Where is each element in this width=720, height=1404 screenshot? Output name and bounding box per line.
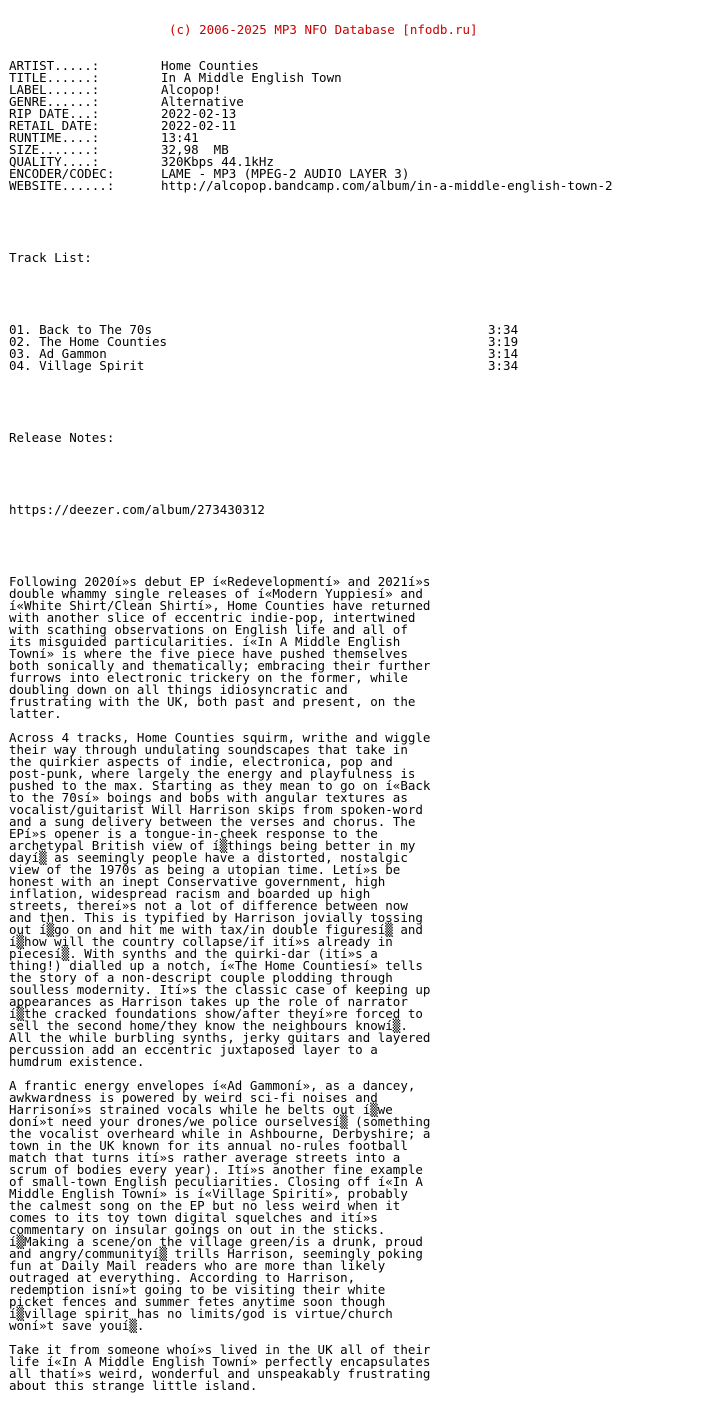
- paragraph-line: of small-town English peculiarities. Closing off í«In A: [9, 1174, 423, 1189]
- paragraph-line: comes to its toy town digital squelches and ití»s: [9, 1210, 378, 1225]
- paragraph-line: Take it from someone whoí»s lived in the UK all of their: [9, 1342, 431, 1357]
- info-field-value: 320Kbps 44.1kHz: [161, 154, 274, 169]
- info-field-key: ARTIST.....:: [9, 58, 100, 73]
- info-field-key: LABEL......:: [9, 82, 100, 97]
- track-duration: 3:34: [488, 322, 519, 337]
- paragraph-line: Harrisoní»s strained vocals while he belts out í▒we: [9, 1102, 393, 1117]
- info-field-key: TITLE......:: [9, 70, 100, 85]
- blank-line: [9, 216, 714, 228]
- release-notes-paragraph: [9, 732, 714, 1068]
- track-row: [9, 336, 714, 348]
- paragraph-line: í▒Making a scene/on the village green/is a drunk, proud: [9, 1234, 423, 1249]
- paragraph-line: í▒village spirit has no limits/god is virtue/church: [9, 1306, 393, 1321]
- paragraph-line: appearances as Harrison takes up the role of narrator: [9, 994, 408, 1009]
- paragraph-line: commentary on insular goings on out in the sticks.: [9, 1222, 386, 1237]
- paragraph-line: awkwardness is powered by weird sci-fi noises and: [9, 1090, 378, 1105]
- paragraph-line: latter.: [9, 706, 62, 721]
- info-field-row: [9, 96, 714, 108]
- release-notes-paragraph: [9, 1080, 714, 1332]
- paragraph-line: and a sung delivery between the verses and chorus. The: [9, 814, 416, 829]
- paragraph-line: pushed to the max. Starting as they mean to go on í«Back: [9, 778, 431, 793]
- info-field-value: Alcopop!: [161, 82, 222, 97]
- paragraph-line: inflation, widespread racism and boarded up high: [9, 886, 371, 901]
- nfo-banner: [9, 24, 714, 36]
- track-title: 01. Back to The 70s: [9, 322, 152, 337]
- blank-line: [9, 1332, 714, 1344]
- info-field-key: WEBSITE......:: [9, 178, 115, 193]
- info-field-value: LAME - MP3 (MPEG-2 AUDIO LAYER 3): [161, 166, 410, 181]
- blank-line: [9, 468, 714, 480]
- paragraph-line: dayí▒ as seemingly people have a distorted, nostalgic: [9, 850, 408, 865]
- paragraph-line: thing!) dialled up a notch, í«The Home Countiesí» tells: [9, 958, 423, 973]
- paragraph-line: their way through undulating soundscapes that take in: [9, 742, 408, 757]
- info-field-key: QUALITY....:: [9, 154, 100, 169]
- paragraph-line: the calmest song on the EP but no less weird when it: [9, 1198, 401, 1213]
- paragraph-line: sell the second home/they know the neighbours knowí▒.: [9, 1018, 408, 1033]
- paragraph-line: double whammy single releases of í«Modern Yuppiesí» and: [9, 586, 423, 601]
- info-field-key: RIP DATE...:: [9, 106, 100, 121]
- paragraph-line: to the 70sí» boings and bobs with angular textures as: [9, 790, 408, 805]
- paragraph-line: woní»t save youí▒.: [9, 1318, 145, 1333]
- info-field-value: Alternative: [161, 94, 244, 109]
- paragraph-line: doní»t need your drones/we police ourselvesí▒ (something: [9, 1114, 431, 1129]
- info-field-row: [9, 180, 714, 192]
- paragraph-line: streets, thereí»s not a lot of difference between now: [9, 898, 408, 913]
- info-field-key: SIZE.......:: [9, 142, 100, 157]
- info-field-value: In A Middle English Town: [161, 70, 342, 85]
- paragraph-line: the story of a non-descript couple plodding through: [9, 970, 393, 985]
- paragraph-line: all thatí»s weird, wonderful and unspeakably frustrating: [9, 1366, 431, 1381]
- track-title: 03. Ad Gammon: [9, 346, 107, 361]
- info-field-row: [9, 84, 714, 96]
- paragraph-line: Across 4 tracks, Home Counties squirm, writhe and wiggle: [9, 730, 431, 745]
- info-field-row: [9, 108, 714, 120]
- paragraph-line: outraged at everything. According to Harrison,: [9, 1270, 356, 1285]
- info-field-row: [9, 132, 714, 144]
- info-field-key: ENCODER/CODEC:: [9, 166, 115, 181]
- paragraph-line: its misguided particularities. í«In A Middle English: [9, 634, 401, 649]
- paragraph-line: percussion add an eccentric juxtaposed layer to a: [9, 1042, 378, 1057]
- paragraph-line: archetypal British view of í▒things being better in my: [9, 838, 416, 853]
- blank-line: [9, 288, 714, 300]
- info-field-value: Home Counties: [161, 58, 259, 73]
- banner-link[interactable]: (c) 2006-2025 MP3 NFO Database [nfodb.ru]: [169, 22, 478, 37]
- paragraph-line: fun at Daily Mail readers who are more than likely: [9, 1258, 386, 1273]
- info-field-row: [9, 120, 714, 132]
- paragraph-line: about this strange little island.: [9, 1378, 258, 1393]
- paragraph-line: Middle English Towní» is í«Village Spirití», probably: [9, 1186, 408, 1201]
- track-duration: 3:14: [488, 346, 519, 361]
- paragraph-line: í▒the cracked foundations show/after theyí»re forced to: [9, 1006, 423, 1021]
- track-list-heading: Track List:: [9, 250, 92, 265]
- paragraph-line: EPí»s opener is a tongue-in-cheek response to the: [9, 826, 378, 841]
- info-fields: [9, 60, 714, 192]
- paragraph-line: with scathing observations on English life and all of: [9, 622, 408, 637]
- info-field-value: 2022-02-13: [161, 106, 237, 121]
- release-notes-body: [9, 576, 714, 1392]
- paragraph-line: with another slice of eccentric indie-pop, intertwined: [9, 610, 416, 625]
- info-field-key: RETAIL DATE:: [9, 118, 100, 133]
- blank-line: [9, 396, 714, 408]
- track-title: 02. The Home Counties: [9, 334, 168, 349]
- paragraph-line: post-punk, where largely the energy and playfulness is: [9, 766, 416, 781]
- release-url[interactable]: https://deezer.com/album/273430312: [9, 502, 265, 517]
- track-title: 04. Village Spirit: [9, 358, 145, 373]
- paragraph-line: vocalist/guitarist Will Harrison skips from spoken-word: [9, 802, 423, 817]
- paragraph-line: humdrum existence.: [9, 1054, 145, 1069]
- paragraph-line: view of the 1970s as being a utopian time. Letí»s be: [9, 862, 401, 877]
- paragraph-line: piecesí▒. With synths and the quirki-dar (ití»s a: [9, 946, 378, 961]
- track-duration: 3:19: [488, 334, 519, 349]
- paragraph-line: life í«In A Middle English Towní» perfectly encapsulates: [9, 1354, 431, 1369]
- paragraph-line: í«White Shirt/Clean Shirtí», Home Counties have returned: [9, 598, 431, 613]
- info-field-value[interactable]: http://alcopop.bandcamp.com/album/in-a-middle-english-town-2: [161, 178, 613, 193]
- paragraph-line: out í▒go on and hit me with tax/in double figuresí▒ and: [9, 922, 423, 937]
- blank-line: [9, 540, 714, 552]
- release-notes-paragraph: [9, 576, 714, 720]
- nfo-document: [9, 0, 714, 1404]
- paragraph-line: redemption isní»t going to be visiting their white: [9, 1282, 386, 1297]
- info-field-key: RUNTIME....:: [9, 130, 100, 145]
- paragraph-line: í▒how will the country collapse/if ití»s already in: [9, 934, 393, 949]
- info-field-value: 13:41: [161, 130, 199, 145]
- paragraph-line: Following 2020í»s debut EP í«Redevelopmentí» and 2021í»s: [9, 574, 431, 589]
- paragraph-line: the vocalist overheard while in Ashbourne, Derbyshire; a: [9, 1126, 431, 1141]
- paragraph-line: Towní» is where the five piece have pushed themselves: [9, 646, 408, 661]
- info-field-value: 32,98 MB: [161, 142, 229, 157]
- paragraph-line: doubling down on all things idiosyncratic and: [9, 682, 348, 697]
- track-row: [9, 360, 714, 372]
- paragraph-line: furrows into electronic trickery on the former, while: [9, 670, 408, 685]
- paragraph-line: both sonically and thematically; embracing their further: [9, 658, 431, 673]
- paragraph-line: match that turns ití»s rather average streets into a: [9, 1150, 401, 1165]
- paragraph-line: A frantic energy envelopes í«Ad Gammoní», as a dancey,: [9, 1078, 416, 1093]
- paragraph-line: picket fences and summer fetes anytime soon though: [9, 1294, 386, 1309]
- release-notes-heading: Release Notes:: [9, 430, 115, 445]
- info-field-row: [9, 144, 714, 156]
- track-list: [9, 324, 714, 372]
- info-field-value: 2022-02-11: [161, 118, 237, 133]
- track-duration: 3:34: [488, 358, 519, 373]
- info-field-row: [9, 60, 714, 72]
- paragraph-line: town in the UK known for its annual no-rules football: [9, 1138, 408, 1153]
- info-field-key: GENRE......:: [9, 94, 100, 109]
- info-field-row: [9, 72, 714, 84]
- release-notes-paragraph: [9, 1344, 714, 1392]
- paragraph-line: and angry/communityí▒ trills Harrison, seemingly poking: [9, 1246, 423, 1261]
- paragraph-line: and then. This is typified by Harrison jovially tossing: [9, 910, 423, 925]
- paragraph-line: scrum of bodies every year). Ití»s another fine example: [9, 1162, 423, 1177]
- paragraph-line: honest with an inept Conservative government, high: [9, 874, 386, 889]
- paragraph-line: All the while burbling synths, jerky guitars and layered: [9, 1030, 431, 1045]
- paragraph-line: the quirkier aspects of indie, electronica, pop and: [9, 754, 393, 769]
- paragraph-line: soulless modernity. Ití»s the classic case of keeping up: [9, 982, 431, 997]
- paragraph-line: frustrating with the UK, both past and present, on the: [9, 694, 416, 709]
